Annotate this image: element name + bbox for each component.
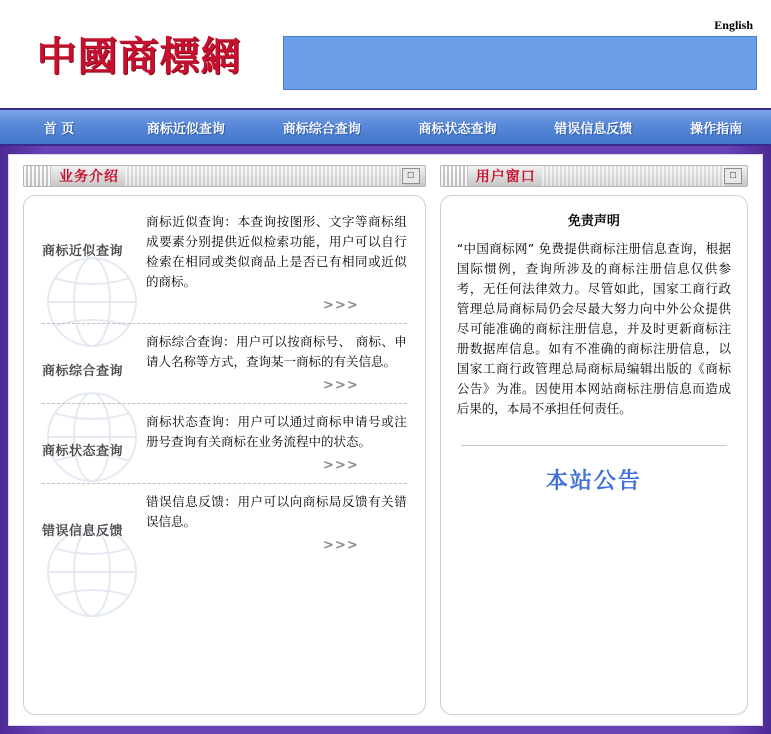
disclaimer-section	[441, 196, 747, 509]
user-window-title-bar	[440, 165, 748, 187]
service-more-link[interactable]: >>>	[323, 298, 359, 313]
header-banner	[283, 36, 757, 90]
service-heading: 错误信息反馈	[42, 524, 124, 539]
disclaimer-title: 免责声明	[567, 214, 620, 229]
site-logo[interactable]	[10, 22, 268, 84]
service-description: 商标状态查询：用户可以通过商标申请号或注册号查询有关商标在业务流程中的状态。	[146, 414, 407, 449]
service-description: 商标近似查询：本查询按图形、文字等商标组成要素分别提供近似检索功能，用户可以自行检索在相同或类似商品上是否已有相同或近似的商标。	[146, 214, 407, 289]
service-item	[42, 412, 407, 484]
service-more-link[interactable]: >>>	[323, 538, 359, 553]
disclaimer-text: “中国商标网” 免费提供商标注册信息查询，根据国际惯例，查询所涉及的商标注册信息仅供参考，无任何法律效力。尽管如此，国家工商行政管理总局商标局仍会尽最大努力向中外公众提供尽可能准确的商标注册信息，并及时更新商标注册数据库信息。如有不准确的商标注册信息，以国家工商行政管理总局商标局编辑出版的《商标公告》为准。因使用本网站商标注册信息而造成后果的，本局不承担任何责任。	[456, 241, 731, 416]
site-bulletin-link[interactable]: 本站公告	[545, 469, 642, 494]
content-frame	[0, 146, 771, 734]
service-more-link[interactable]: >>>	[323, 378, 359, 393]
title-bar-fill	[542, 166, 724, 186]
service-list	[24, 196, 425, 581]
site-header	[0, 0, 771, 108]
business-intro-title-bar	[23, 165, 426, 187]
left-column	[23, 165, 426, 715]
nav-guide[interactable]: 操作指南	[690, 121, 743, 137]
service-description: 错误信息反馈：用户可以向商标局反馈有关错误信息。	[146, 494, 407, 529]
right-column	[440, 165, 748, 715]
main-navigation	[0, 108, 771, 146]
drag-grip-icon	[441, 166, 468, 186]
business-intro-title: 业务介绍	[59, 169, 119, 185]
service-heading: 商标近似查询	[42, 244, 124, 259]
title-bar-fill	[125, 166, 402, 186]
nav-error-feedback[interactable]: 错误信息反馈	[554, 121, 633, 137]
user-window-panel	[440, 195, 748, 715]
nav-similar-search[interactable]: 商标近似查询	[146, 121, 225, 137]
nav-comprehensive-search[interactable]: 商标综合查询	[282, 121, 361, 137]
nav-home[interactable]: 首 页	[43, 121, 75, 137]
service-item	[42, 332, 407, 404]
service-heading: 商标综合查询	[42, 364, 124, 379]
english-language-link[interactable]: English	[714, 18, 753, 32]
service-item	[42, 212, 407, 324]
service-heading: 商标状态查询	[42, 444, 124, 459]
service-item	[42, 492, 407, 563]
drag-grip-icon	[24, 166, 51, 186]
user-window-title: 用户窗口	[475, 169, 536, 185]
restore-icon[interactable]: ☐	[724, 168, 742, 184]
section-divider	[461, 445, 727, 446]
content-inner	[8, 154, 763, 726]
business-intro-panel	[23, 195, 426, 715]
restore-icon[interactable]: ☐	[402, 168, 420, 184]
site-logo-text: 中國商標網	[36, 33, 242, 80]
nav-status-search[interactable]: 商标状态查询	[418, 121, 497, 137]
service-description: 商标综合查询：用户可以按商标号、 商标、申请人名称等方式，查询某一商标的有关信息。	[146, 334, 407, 369]
service-more-link[interactable]: >>>	[323, 458, 359, 473]
